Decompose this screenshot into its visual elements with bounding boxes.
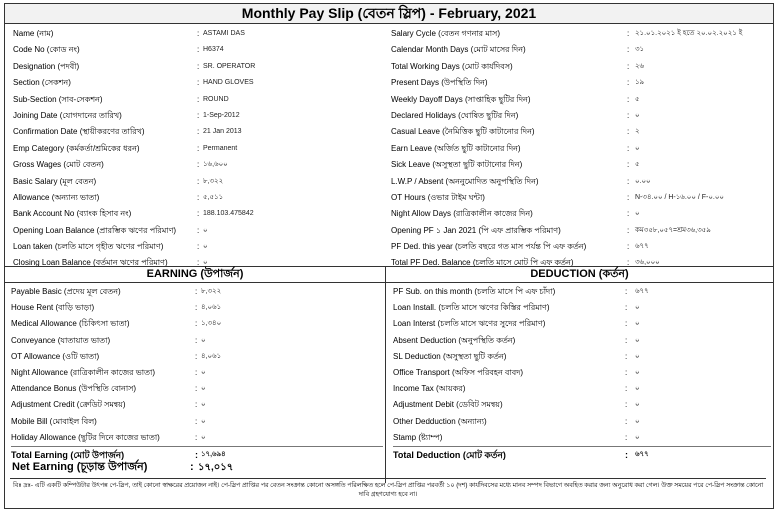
info-row xyxy=(13,239,385,255)
info-value: ৫,৫১১ xyxy=(203,193,224,201)
info-row xyxy=(13,59,385,75)
separator: : xyxy=(195,367,198,377)
deduction-label: Absent Deduction (অনুপস্থিতি কর্তন) xyxy=(393,335,516,345)
separator: : xyxy=(625,449,628,460)
total-deduction-label: Total Deduction (মোট কর্তন) xyxy=(393,449,506,460)
separator: : xyxy=(627,94,630,104)
info-value: ০ xyxy=(635,210,640,218)
info-value: ৫ xyxy=(635,161,640,169)
info-value: কম৩৫৮,০৫৭=শ্রম৩৬,৩৫৯ xyxy=(635,226,711,234)
info-row xyxy=(391,26,769,42)
earning-value: ০ xyxy=(201,385,206,393)
earning-label: Conveyance (যাতায়াত ভাতা) xyxy=(11,335,111,345)
separator: : xyxy=(625,367,628,377)
deduction-value: ৬৭৭ xyxy=(635,288,649,295)
info-label: Sick Leave (অসুস্থতা ছুটি কাটানোর দিন) xyxy=(391,160,523,170)
info-label: Joining Date (যোগদানের তারিখ) xyxy=(13,110,122,120)
info-label: Code No (কোড নং) xyxy=(13,45,80,55)
earning-list xyxy=(11,284,383,463)
info-value: ১৯ xyxy=(635,79,645,87)
info-label: Calendar Month Days (মোট মাসের দিন) xyxy=(391,45,526,55)
info-value: ০ xyxy=(203,226,208,234)
deduction-label: Stamp (ষ্ট্যাম্প) xyxy=(393,432,443,442)
earning-value: ৪,০৬১ xyxy=(201,352,222,360)
separator: : xyxy=(625,303,628,313)
separator: : xyxy=(197,160,200,170)
info-row xyxy=(13,223,385,239)
employee-info-left xyxy=(13,26,385,272)
earning-row xyxy=(11,284,383,300)
earning-row xyxy=(11,365,383,381)
deduction-heading: DEDUCTION (কর্তন) xyxy=(530,268,629,280)
info-label: PF Ded. this year (চলতি বছরে গত মাস পর্যন্ত পি এফ কর্তন) xyxy=(391,242,587,252)
separator: : xyxy=(625,319,628,329)
info-label: Night Allow Days (রাত্রিকালীন কাজের দিন) xyxy=(391,209,533,219)
info-row xyxy=(13,206,385,222)
info-row xyxy=(13,157,385,173)
info-row xyxy=(13,75,385,91)
info-label: Opening PF ১ Jan 2021 (পি এফ প্রারম্ভিক পরিমাণ) xyxy=(391,225,561,235)
total-earning-label: Total Earning (মোট উপার্জন) xyxy=(11,449,125,460)
info-value: 1-Sep-2012 xyxy=(203,111,240,119)
info-label: Loan taken (চলতি মাসে গৃহীত ঋণের পরিমাণ) xyxy=(13,242,164,252)
separator: : xyxy=(195,319,198,329)
footnote: বিঃ দ্রঃ- এটি একটি কম্পিউটার উৎপন্ন পে-স্লিপ, তাই কোনো স্বাক্ষরের প্রয়োজন নাই। পে-স্লিপ প্রাপ্তির পর বেতন সংক্রান্ত কোনো অসঙ্গতি পরিলক্ষিত হলে পে-স্লিপ প্রাপ্তির পরবর্তী ১০ (দশ) কার্যদিবসের মধ্যে মানব সম্পদ বিভাগে অবহিত করার জন্য অনুরোধ করা গেল। উক্ত সময়ের পরে পে-স্লিপ সংক্রান্ত কোনো দাবি গ্রহণযোগ্য হবে না। xyxy=(10,478,766,499)
info-row xyxy=(13,92,385,108)
deduction-row xyxy=(393,414,771,430)
info-row xyxy=(391,124,769,140)
info-label: Allowance (অন্যান্য ভাতা) xyxy=(13,192,100,202)
earning-value: ০ xyxy=(201,336,206,344)
earning-value: ০ xyxy=(201,368,206,376)
deduction-label: Income Tax (আয়কর) xyxy=(393,384,466,394)
info-value: 21 Jan 2013 xyxy=(203,128,242,136)
info-label: Section (সেকশন) xyxy=(13,78,71,88)
deduction-row xyxy=(393,365,771,381)
page-title: Monthly Pay Slip (বেতন স্লিপ) - February, 2021 xyxy=(5,4,773,24)
info-value: ৮,৩২২ xyxy=(203,177,224,185)
info-row xyxy=(391,92,769,108)
separator: : xyxy=(197,143,200,153)
separator: : xyxy=(627,176,630,186)
deduction-row xyxy=(393,300,771,316)
earning-label: Attendance Bonus (উপস্থিতি বোনাস) xyxy=(11,384,137,394)
separator: : xyxy=(625,351,628,361)
deduction-row xyxy=(393,349,771,365)
earning-label: Adjustment Credit (ক্রেডিট সমন্বয়) xyxy=(11,400,126,410)
separator: : xyxy=(190,461,194,473)
info-label: Total Working Days (মোট কার্যদিবস) xyxy=(391,61,513,71)
info-value: ASTAMI DAS xyxy=(203,30,245,37)
info-row xyxy=(13,124,385,140)
employee-info-right xyxy=(391,26,769,272)
separator: : xyxy=(197,45,200,55)
net-earning-value: ১৭,০১৭ xyxy=(198,462,234,473)
info-value: ROUND xyxy=(203,95,229,103)
info-value: ৩১ xyxy=(635,46,645,54)
separator: : xyxy=(197,127,200,137)
info-row xyxy=(391,223,769,239)
info-label: Emp Category (কর্মকর্তা/শ্রমিকের ধরন) xyxy=(13,143,140,153)
deduction-row xyxy=(393,381,771,397)
info-label: Casual Leave (নৈমিত্তিক ছুটি কাটানোর দিন) xyxy=(391,127,535,137)
deduction-value: ০ xyxy=(635,320,640,328)
separator: : xyxy=(625,400,628,410)
info-label: Salary Cycle (বেতন গণনার মাস) xyxy=(391,29,500,38)
separator: : xyxy=(625,432,628,442)
deduction-label: Loan Interst (চলতি মাসে ঋণের সুদের পরিমাণ) xyxy=(393,319,546,329)
info-row xyxy=(391,157,769,173)
info-label: Total PF Ded. Balance (চলতি মাসে মোট পি এফ কর্তন) xyxy=(391,258,574,268)
earning-label: Medical Allowance (চিকিৎসা ভাতা) xyxy=(11,319,130,329)
separator: : xyxy=(195,400,198,410)
info-label: Closing Loan Balance (বর্তমান ঋণের পরিমাণ) xyxy=(13,258,168,268)
separator: : xyxy=(195,432,198,442)
earning-label: House Rent (বাড়ি ভাড়া) xyxy=(11,303,95,313)
deduction-value: ০ xyxy=(635,352,640,360)
separator: : xyxy=(627,45,630,55)
info-row xyxy=(391,174,769,190)
info-label: L.W.P / Absent (অননুমোদিত অনুপস্থিতি দিন) xyxy=(391,176,539,186)
earning-label: Mobile Bill (মোবাইল বিল) xyxy=(11,416,97,426)
employee-info-section xyxy=(5,24,773,266)
deduction-label: Loan Install. (চলতি মাসে ঋণের কিস্তির পরিমাণ) xyxy=(393,303,550,313)
info-row xyxy=(391,206,769,222)
section-headings xyxy=(5,266,773,283)
deduction-label: Adjustment Debit (ডেবিট সমন্বয়) xyxy=(393,400,503,410)
separator: : xyxy=(197,192,200,202)
info-row xyxy=(13,42,385,58)
info-value: HAND GLOVES xyxy=(203,79,254,87)
separator: : xyxy=(195,287,198,296)
net-earning-row xyxy=(4,459,774,476)
deduction-value: ০ xyxy=(635,385,640,393)
earning-row xyxy=(11,349,383,365)
info-label: OT Hours (ওভার টাইম ঘন্টা) xyxy=(391,192,485,202)
earning-label: Holiday Allowance (ছুটির দিনে কাজের ভাতা) xyxy=(11,432,160,442)
separator: : xyxy=(627,192,630,202)
info-row xyxy=(13,141,385,157)
info-value: ৬৭৭ xyxy=(635,243,649,251)
separator: : xyxy=(627,110,630,120)
info-label: Opening Loan Balance (প্রারম্ভিক ঋণের পরিমাণ) xyxy=(13,225,177,235)
earning-value: ১,৩৪০ xyxy=(201,320,222,328)
info-value: ৩৬,০০০ xyxy=(635,259,660,267)
deduction-row xyxy=(393,284,771,300)
separator: : xyxy=(195,303,198,313)
info-row xyxy=(391,42,769,58)
separator: : xyxy=(197,61,200,71)
earning-deduction-section xyxy=(5,283,773,483)
info-value: 188.103.475842 xyxy=(203,210,254,218)
deduction-value: ০ xyxy=(635,417,640,425)
info-row xyxy=(13,174,385,190)
info-label: Confirmation Date (স্থায়ীকরণের তারিখ) xyxy=(13,127,145,137)
deduction-value: ০ xyxy=(635,368,640,376)
separator: : xyxy=(195,384,198,394)
earning-heading: EARNING (উপার্জন) xyxy=(5,267,386,282)
info-label: Basic Salary (মূল বেতন) xyxy=(13,176,97,186)
separator: : xyxy=(197,225,200,235)
deduction-list xyxy=(393,284,771,463)
deduction-label: Other Dedduction (অন্যান্য) xyxy=(393,416,487,426)
deduction-row xyxy=(393,316,771,332)
info-label: Name (নাম) xyxy=(13,29,54,38)
earning-label: Payable Basic (প্রদেয় মূল বেতন) xyxy=(11,287,121,296)
deduction-row xyxy=(393,430,771,446)
separator: : xyxy=(625,287,628,296)
earning-row xyxy=(11,333,383,349)
info-label: Weekly Dayoff Days (সাপ্তাহিক ছুটির দিন) xyxy=(391,94,531,104)
info-value: ১৬,৬০০ xyxy=(203,161,228,169)
separator: : xyxy=(627,61,630,71)
separator: : xyxy=(197,94,200,104)
earning-row xyxy=(11,300,383,316)
separator: : xyxy=(197,110,200,120)
deduction-label: PF Sub. on this month (চলতি মাসে পি এফ চাঁদা) xyxy=(393,287,556,296)
info-label: Sub-Section (সাব-সেকশন) xyxy=(13,94,103,104)
info-label: Gross Wages (মোট বেতন) xyxy=(13,160,104,170)
column-divider xyxy=(385,283,386,483)
info-value: ২১.০১.২০২১ ই হতে ২০.০২.২০২১ ই xyxy=(635,30,743,37)
info-label: Bank Account No (ব্যাংক হিসাব নং) xyxy=(13,209,132,219)
separator: : xyxy=(197,29,200,38)
earning-row xyxy=(11,397,383,413)
earning-value: ৮,৩২২ xyxy=(201,288,222,295)
info-row xyxy=(391,59,769,75)
info-row xyxy=(391,190,769,206)
earning-row xyxy=(11,381,383,397)
total-deduction-value: ৬৭৭ xyxy=(635,450,649,458)
info-value: SR. OPERATOR xyxy=(203,62,256,70)
separator: : xyxy=(195,449,198,460)
separator: : xyxy=(197,242,200,252)
pay-slip xyxy=(4,3,774,509)
info-value: ২ xyxy=(635,128,640,136)
info-row xyxy=(391,239,769,255)
info-row xyxy=(13,26,385,42)
earning-row xyxy=(11,316,383,332)
deduction-value: ০ xyxy=(635,336,640,344)
earning-row xyxy=(11,414,383,430)
separator: : xyxy=(197,176,200,186)
separator: : xyxy=(627,127,630,137)
total-earning-value: ১৭,৬৯৪ xyxy=(201,450,226,458)
separator: : xyxy=(197,258,200,268)
info-label: Declared Holidays (ঘোষিত ছুটির দিন) xyxy=(391,110,519,120)
info-value: ০ xyxy=(203,259,208,267)
separator: : xyxy=(627,258,630,268)
info-value: ০ xyxy=(635,111,640,119)
deduction-row xyxy=(393,333,771,349)
info-row xyxy=(391,108,769,124)
separator: : xyxy=(627,29,630,38)
separator: : xyxy=(627,225,630,235)
info-value: N-৩৪.০০ / H-১৬.০০ / F-০.০০ xyxy=(635,193,724,201)
net-earning-label: Net Earning (চূড়ান্ত উপার্জন) xyxy=(12,461,148,473)
deduction-value: ০ xyxy=(635,401,640,409)
info-row xyxy=(391,75,769,91)
separator: : xyxy=(627,160,630,170)
earning-label: OT Allowance (ওটি ভাতা) xyxy=(11,351,100,361)
deduction-row xyxy=(393,397,771,413)
earning-value: ০ xyxy=(201,401,206,409)
separator: : xyxy=(195,416,198,426)
earning-value: ০ xyxy=(201,433,206,441)
info-value: ০.০০ xyxy=(635,177,651,185)
deduction-value: ০ xyxy=(635,433,640,441)
separator: : xyxy=(627,78,630,88)
deduction-value: ০ xyxy=(635,304,640,312)
info-label: Earn Leave (অর্জিত ছুটি কাটানোর দিন) xyxy=(391,143,521,153)
separator: : xyxy=(625,416,628,426)
info-value: Permanent xyxy=(203,144,238,152)
info-value: ৫ xyxy=(635,95,640,103)
separator: : xyxy=(197,209,200,219)
info-row xyxy=(13,190,385,206)
separator: : xyxy=(627,209,630,219)
separator: : xyxy=(627,143,630,153)
deduction-label: SL Deduction (অসুস্থতা ছুটি কর্তন) xyxy=(393,351,507,361)
info-value: ০ xyxy=(635,144,640,152)
earning-row xyxy=(11,430,383,446)
separator: : xyxy=(197,78,200,88)
separator: : xyxy=(627,242,630,252)
earning-value: ৪,০৬১ xyxy=(201,304,222,312)
separator: : xyxy=(195,335,198,345)
earning-label: Night Allowance (রাত্রিকালীন কাজের ভাতা) xyxy=(11,367,156,377)
info-value: ২৬ xyxy=(635,62,645,70)
earning-value: ০ xyxy=(201,417,206,425)
separator: : xyxy=(195,351,198,361)
info-row xyxy=(391,141,769,157)
deduction-label: Office Transport (অফিস পরিবহন বাবদ) xyxy=(393,367,524,377)
info-label: Designation (পদবী) xyxy=(13,61,80,71)
separator: : xyxy=(625,384,628,394)
info-label: Present Days (উপস্থিতি দিন) xyxy=(391,78,488,88)
separator: : xyxy=(625,335,628,345)
info-value: ০ xyxy=(203,243,208,251)
info-value: H6374 xyxy=(203,46,224,54)
info-row xyxy=(13,108,385,124)
